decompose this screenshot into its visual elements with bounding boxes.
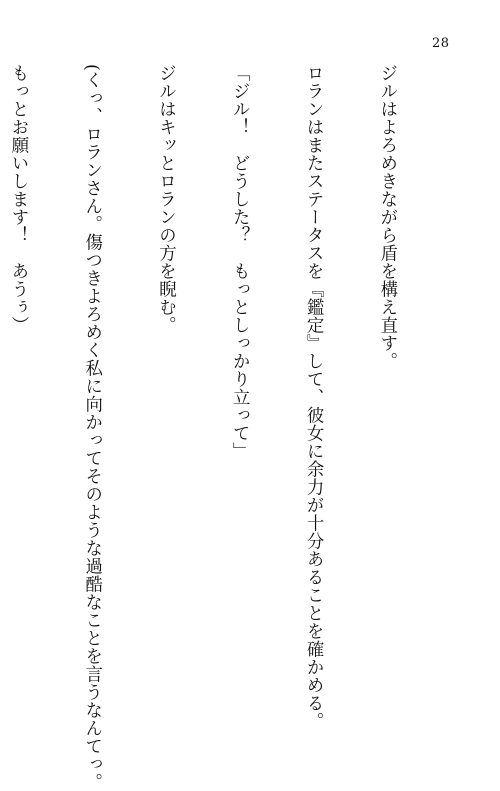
text-line: ジルはキッとロランの方を睨む。 (155, 64, 176, 334)
text-line: (くっ、ロランさん。傷つきよろめく私に向かってそのような過酷なことを言うなんてっ。 (81, 64, 102, 791)
page-number: 28 (432, 36, 450, 51)
text-line: ロランはまたステータスを『鑑定』して、彼女に余力が十分あることを確かめる。 (303, 64, 324, 730)
text-line: もっとお願いします！ あうぅ） (7, 64, 28, 334)
text-line: 「ジル！ どうした？ もっとしっかり立って」 (229, 64, 250, 460)
vertical-text-block (7, 64, 448, 791)
text-line: ジルはよろめきながら盾を構え直す。 (376, 64, 397, 370)
